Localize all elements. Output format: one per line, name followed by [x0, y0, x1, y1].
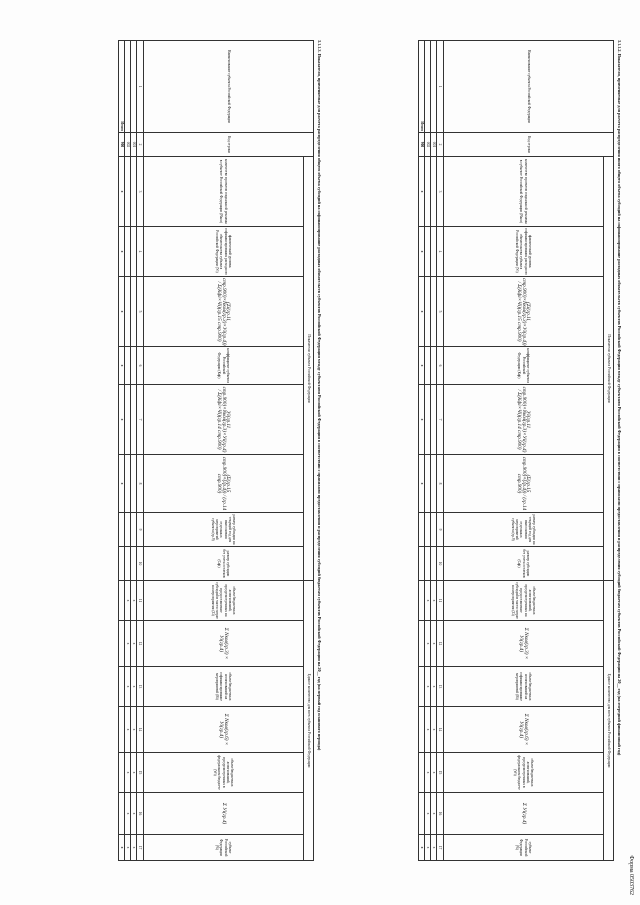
s1-h11: объем бюджетных ассигнований, предусмотренных на предоставление субсидий в части затрат на мероприятия (Zi)	[444, 581, 604, 621]
s1-n9: 9	[437, 513, 444, 547]
s1-f8: (Σ(гр.15 стр.900)×(гр.4)) / (гр.14 стр.900)	[516, 456, 531, 511]
s2-row-code: 002	[125, 133, 131, 157]
s2-h6: коэффициент субъекта Российской Федерации (Кфi)	[144, 347, 304, 385]
s1-h8	[444, 455, 604, 513]
s1-n13: 13	[437, 667, 444, 707]
s1-total-label: Итого	[419, 41, 425, 133]
s1-f14: Σ Nкол(гр.6) × Уi(гр.4)	[518, 713, 529, 746]
s2-h14: Σ Nкол(гр.6) × Уi(гр.4)	[144, 707, 304, 753]
s1-h7	[444, 385, 604, 455]
s2-h12: Σ Nкол(гр.3) × Уi(гр.4)	[144, 621, 304, 667]
s2-h3: количество проектов социальной рекламы в субъекте Российской Федерации (Nкол)	[144, 157, 304, 227]
s1-h14	[444, 707, 604, 753]
section2-table	[118, 40, 314, 861]
s2-total-row: Итого 900 x x x x x x x	[119, 41, 125, 861]
s1-n12: 12	[437, 621, 444, 667]
s2-hdr-code: Код строки	[144, 133, 314, 157]
s1-colnum-row	[437, 41, 444, 861]
s1-f12: Σ Nкол(гр.3) × Уi(гр.4)	[518, 627, 529, 660]
s2-h15: объем бюджетных ассигнований, предусмотренных в федеральном бюджете (Wi)	[144, 753, 304, 793]
s1-n16: 16	[437, 793, 444, 835]
s2-row-002: 002 x x x x x x x	[125, 41, 131, 861]
s1-total-code: 900	[419, 133, 425, 157]
s2-h13: объем бюджетных ассигнований на софинансирование мероприятий (Ri)	[144, 667, 304, 707]
s1-n3: 3	[437, 157, 444, 227]
s1-h17: субъект Российской Федерации (%)	[444, 835, 604, 861]
s2-colnum-row: 1 2 3 4 5 6 7 8 9 10 11 12 13 14 15 16 17	[137, 41, 144, 861]
s1-row-002: 002 x x x x x x x	[425, 41, 431, 861]
s1-n2: 2	[437, 133, 444, 157]
section1-table	[418, 40, 614, 861]
s1-hdr-unit: Единое количество для всех субъекта Российской Федерации	[604, 581, 614, 861]
s2-h16: Σ Уi(гр.4)	[144, 793, 304, 835]
s2-row-001: 001 x x x x x x x	[131, 41, 137, 861]
s1-h5	[444, 277, 604, 347]
s1-n15: 15	[437, 753, 444, 793]
s1-hdr-code: Код строки	[444, 133, 614, 157]
s1-n10: 10	[437, 547, 444, 581]
form-number: Форма 0503762	[628, 855, 634, 895]
s1-h9: размер субсидии на текущий год для выполнения отдельных мероприятий субъекта (гр.9)	[444, 513, 604, 547]
s2-hdr-indicators: Показатели субъекта Российской Федерации	[304, 157, 314, 581]
s1-h4: фактический уровень софинансирования расходного обязательства субъекта Российской Федерации (Уi)	[444, 227, 604, 277]
s1-h15: объем бюджетных ассигнований, предусмотренных в федеральном бюджете (Wi)	[444, 753, 604, 793]
s1-h13: объем бюджетных ассигнований на софинансирование мероприятий (Ri)	[444, 667, 604, 707]
s1-h10: размер субсидии без учета остатков (Сфi)	[444, 547, 604, 581]
s2-hdr-subject: Наименование субъекта Российской Федерации	[144, 41, 314, 133]
s1-row-code: 002	[425, 133, 431, 157]
s1-f5: (Σi(гр.11 стр.900)×Nкол(гр.3)×Уi(гр.4)) / Σ(Кфi×Чi)(гр.15 стр.900)	[516, 278, 531, 346]
s1-f7: Уi(гр.11 стр.900)×Nкол(гр.3)×Уi(гр.4) / Σ(Кфi×Чi)(гр.14 стр.900)	[516, 386, 531, 453]
s2-row-code: 001	[131, 133, 137, 157]
s2-hdr-unit: Единое количество для всех субъекта Российской Федерации	[304, 581, 314, 861]
s1-row-code: 001	[431, 133, 437, 157]
s1-h6: коэффициент субъекта Российской Федерации (Кфi)	[444, 347, 604, 385]
s2-total-label: Итого	[119, 41, 125, 133]
s1-total-row: Итого 900 x x x x x x x	[419, 41, 425, 861]
s1-n14: 14	[437, 707, 444, 753]
s1-h3: количество проектов социальной рекламы в субъекте Российской Федерации (Nкол)	[444, 157, 604, 227]
s2-h7: Уi(гр.11 стр.900)×Nкол(гр.3)×Уi(гр.4) / Σ(Кфi×Чi)(гр.14 стр.900)	[144, 385, 304, 455]
s1-hdr-indicators: Показатели субъекта Российской Федерации	[604, 157, 614, 581]
s2-h10: размер субсидии без учета остатков (Сфi)	[144, 547, 304, 581]
s2-h11: объем бюджетных ассигнований, предусмотренных на предоставление субсидий в части затрат на мероприятия (Zi)	[144, 581, 304, 621]
s2-h5: (Σi(гр.11 стр.900)×Nкол(гр.3)×Уi(гр.4)) / Σ(Кфi×Чi)(гр.15 стр.900)	[144, 277, 304, 347]
s2-h9: размер субсидии на текущий год для выполнения отдельных мероприятий субъекта (гр.9)	[144, 513, 304, 547]
s1-n1: 1	[437, 41, 444, 133]
s1-h16	[444, 793, 604, 835]
s2-h8: (Σ(гр.15 стр.900)×(гр.4)) / (гр.14 стр.900)	[144, 455, 304, 513]
s1-n7: 7	[437, 385, 444, 455]
s1-n11: 11	[437, 581, 444, 621]
s1-n8: 8	[437, 455, 444, 513]
section2-title: 3.1.1.3. Показатели, применяемые для расчета распределения общего объема субсидий на софинансирование расходных обязательств субъектов Российской Федерации между субъектами Российской Федерации в соответствии с правилами предоставления и распределения субсидий бюджетам субъектов Российской Федерации на 20__ год (на первый год планового периода)	[317, 40, 322, 751]
s1-h12	[444, 621, 604, 667]
s2-h17: субъект Российской Федерации (%)	[144, 835, 304, 861]
s1-n4: 4	[437, 227, 444, 277]
s1-n6: 6	[437, 347, 444, 385]
s1-n5: 5	[437, 277, 444, 347]
s1-hdr-subject: Наименование субъекта Российской Федерации	[444, 41, 614, 133]
s2-total-code: 900	[119, 133, 125, 157]
s1-n17: 17	[437, 835, 444, 861]
s2-h4: фактический уровень софинансирования расходного обязательства субъекта Российской Федерации (Уi)	[144, 227, 304, 277]
s1-row-001: 001 x x x x x x x	[431, 41, 437, 861]
s1-f16: Σ Уi(гр.4)	[520, 802, 527, 825]
section1-title: 3.1.1.2. Показатели, применяемые для расчета распределения иного общего объема субсидий на софинансирование расходных обязательств субъектов Российской Федерации между субъектами Российской Федерации в соответствии с правилами предоставления и распределения субсидий бюджетам субъектов Российской Федерации на 20__ год (на очередной финансовый год)	[617, 40, 622, 756]
